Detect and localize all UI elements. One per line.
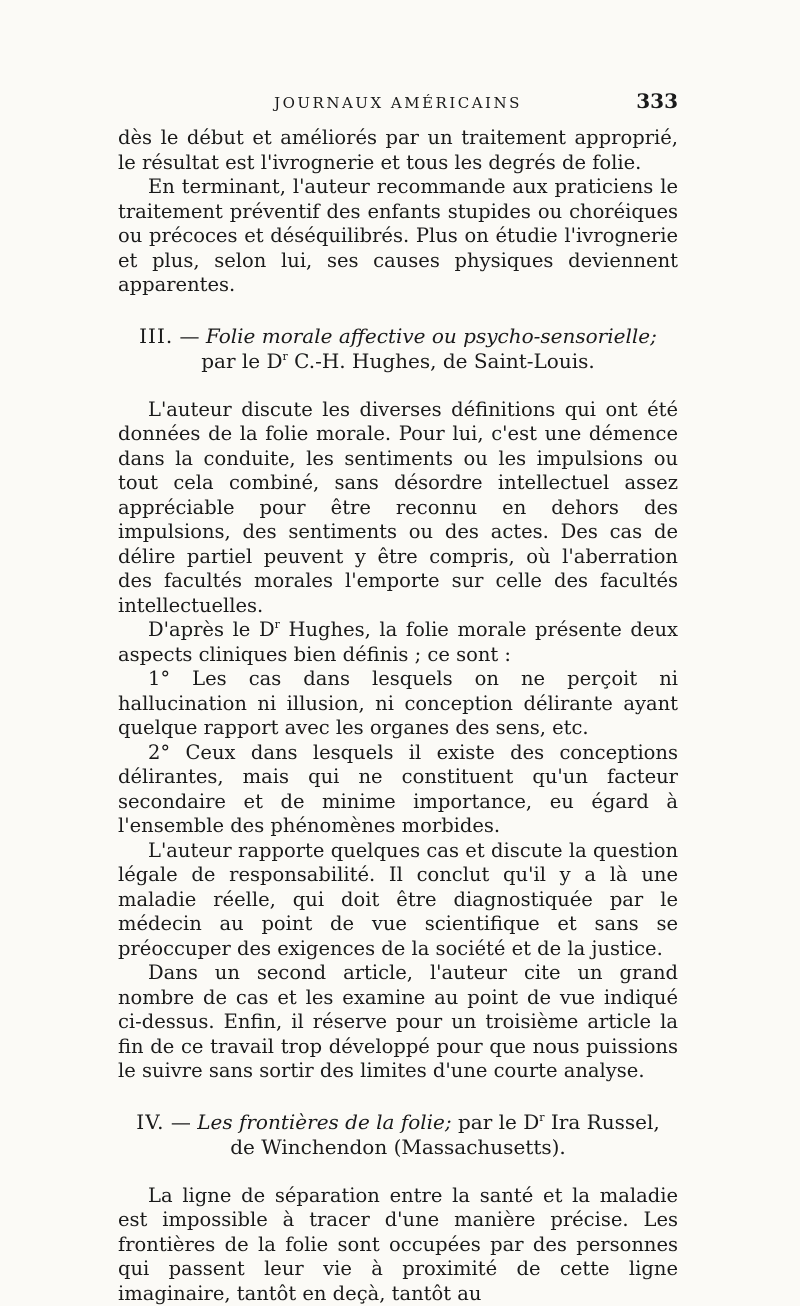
paragraph: L'auteur discute les diverses définitions qui ont été données de la folie morale. Pour lui, c'est une démence dans la conduite, les sentiments ou les impulsions ou tout cela combiné, sans désordre intellectuel assez appréciable pour être reconnu en dehors des impulsions, des sentiments ou des actes. Des cas de délire partiel peuvent y être compris, où l'aberration des facultés morales l'emporte sur celle des facultés intellectuelles. [118, 398, 678, 619]
paragraph: D'après le $D^r$ Hughes, la folie morale présente deux aspects cliniques bien définis ; ce sont : [118, 618, 678, 667]
section-4-title: Les frontières de la folie; [197, 1110, 451, 1134]
section-3-title: Folie morale affective ou psycho-sensorielle; [206, 324, 657, 348]
paragraph: La ligne de séparation entre la santé et la maladie est impossible à tracer d'une manière précise. Les frontières de la folie sont occupées par des personnes qui passent leur vie à proximité de cette ligne imaginaire, tantôt en deçà, tantôt au [118, 1184, 678, 1306]
list-item: 2° Ceux dans lesquels il existe des conceptions délirantes, mais qui ne constituent qu'un facteur secondaire et de minime importance, eu égard à l'ensemble des phénomènes morbides. [118, 741, 678, 839]
paragraph: Dans un second article, l'auteur cite un grand nombre de cas et les examine au point de vue indiqué ci-dessus. Enfin, il réserve pour un troisième article la fin de ce travail trop développé pour que nous puissions le suivre sans sortir des limites d'une courte analyse. [118, 961, 678, 1084]
list-item: 1° Les cas dans lesquels on ne perçoit ni hallucination ni illusion, ni conception délirante ayant quelque rapport avec les organes des sens, etc. [118, 667, 678, 741]
running-title: JOURNAUX AMÉRICAINS [118, 94, 678, 112]
section-3-author: par le $D^r$ C.-H. Hughes, de Saint-Louis. [118, 349, 678, 374]
paragraph: En terminant, l'auteur recommande aux praticiens le traitement préventif des enfants stupides ou choréiques ou précoces et déséquilibrés. Plus on étudie l'ivrognerie et plus, selon lui, ses causes physiques deviennent apparentes. [118, 175, 678, 298]
body-text [118, 126, 678, 1306]
section-heading-4: IV. — Les frontières de la folie; par le $D^r$ Ira Russel, [118, 1110, 678, 1135]
section-heading-3: III. — Folie morale affective ou psycho-sensorielle; [118, 324, 678, 349]
paragraph: L'auteur rapporte quelques cas et discute la question légale de responsabilité. Il conclut qu'il y a là une maladie réelle, qui doit être diagnostiquée par le médecin au point de vue scientifique et sans se préoccuper des exigences de la société et de la justice. [118, 839, 678, 962]
section-4-author-location: de Winchendon (Massachusetts). [118, 1135, 678, 1160]
page-header [118, 92, 678, 118]
paragraph-continuation: dès le début et améliorés par un traitement approprié, le résultat est l'ivrognerie et tous les degrés de folie. [118, 126, 678, 175]
page-number: 333 [636, 89, 678, 113]
